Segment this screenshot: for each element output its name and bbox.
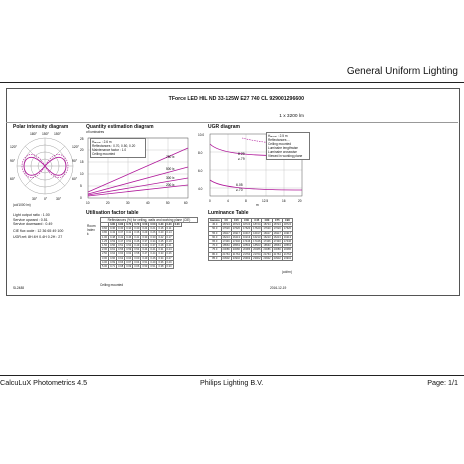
table-cell: 2.00 [102, 248, 108, 252]
x-tick: 12.5 [262, 199, 269, 203]
legend-line: Maintenance factor : 1.0 [92, 148, 127, 152]
table-cell: 45.0 [209, 223, 222, 227]
table-cell: 20086 [253, 248, 261, 252]
luminous-flux: 1 x 3200 lm [279, 114, 304, 119]
y-tick: 5 [80, 184, 82, 188]
table-cell: 0.14 [166, 231, 172, 235]
table-cell: 0.30 [134, 227, 140, 231]
table-cell: 18724 [222, 223, 230, 227]
table-cell: 17446 [222, 240, 230, 244]
table-cell: 16213 [273, 235, 281, 239]
summary-line: Light output ratio : 1.00 [13, 213, 50, 217]
table-cell: 55.0 [209, 231, 222, 235]
report-title: General Uniform Lighting [346, 66, 458, 77]
table-cell: 17446 [263, 240, 271, 244]
table-cell: 0.61 [110, 248, 116, 252]
table-cell: 0.41 [126, 231, 132, 235]
x-tick: 30 [126, 201, 130, 205]
table-cell: 0.70 [134, 223, 140, 226]
table-cell: 18563 [253, 244, 261, 248]
table-cell: 0.53 [142, 265, 148, 269]
ugr-legend [266, 132, 310, 160]
legend-line: Ceiling mounted [268, 142, 292, 146]
table-cell: 65.0 [209, 240, 222, 244]
table-row [209, 256, 293, 260]
table-cell: 18724 [253, 223, 261, 227]
table-cell: 1.25 [102, 239, 108, 243]
table-cell: 17446 [253, 240, 261, 244]
table-cell: C45 [252, 219, 262, 223]
table-cell: 0.24 [166, 248, 172, 252]
summary-line: CIE flux code : 12 36 65 49 100 [13, 228, 64, 233]
x-tick: 60 [184, 201, 188, 205]
table-cell: 18724 [242, 223, 251, 227]
table-cell: 16213 [222, 235, 230, 239]
legend-line: Hₘₒᵤₙₜ : 2.6 m [92, 140, 112, 144]
polar-angle-label: 60° [72, 177, 78, 181]
summary-line: Service upward : 0.51 [13, 217, 48, 222]
table-cell: 0.66 [118, 260, 124, 264]
table-cell: 21764 [283, 252, 292, 256]
uf-table [100, 222, 182, 269]
table-cell: 60.0 [209, 235, 222, 239]
table-cell: 18724 [263, 223, 271, 227]
table-cell: 0.51 [150, 265, 156, 269]
uf-row-group-labels [87, 224, 96, 236]
table-cell: 20086 [283, 248, 292, 252]
luminance-unit: (cd/m²) [282, 270, 293, 274]
table-cell: C15 [231, 219, 241, 223]
row-group-label: k [87, 232, 89, 236]
table-cell: 17620 [273, 227, 281, 231]
table-cell: 20086 [273, 248, 281, 252]
table-cell: 16917 [273, 231, 281, 235]
header-divider [0, 82, 464, 83]
table-cell: 0.51 [126, 239, 132, 243]
table-cell: C0 [221, 219, 231, 223]
legend-line: Luminaire crosswise [268, 150, 297, 154]
row-group-label: Index [87, 228, 95, 232]
table-cell: 17620 [232, 227, 240, 231]
table-cell: 0.37 [142, 239, 148, 243]
table-cell: 0.37 [118, 231, 124, 235]
table-cell: 0.30 [118, 227, 124, 231]
table-cell: 70.0 [209, 244, 222, 248]
polar-angle-label: 90° [72, 159, 78, 163]
ugr-value: ≥.79 [238, 157, 245, 161]
table-cell: 16213 [283, 235, 292, 239]
table-cell: 18724 [273, 223, 281, 227]
table-cell: 18724 [283, 223, 292, 227]
table-row [101, 265, 182, 269]
table-cell: 0.49 [134, 244, 140, 248]
table-cell: 0.53 [110, 239, 116, 243]
table-cell: 0.40 [142, 244, 148, 248]
table-cell: 23902 [222, 256, 230, 260]
polar-intensity-diagram [10, 130, 80, 202]
table-cell: 16917 [242, 231, 251, 235]
table-cell: 0.34 [158, 256, 164, 260]
table-cell: 0.38 [158, 265, 164, 269]
x-tick: 8 [245, 199, 247, 203]
x-tick: 20 [298, 199, 302, 203]
quantity-legend [90, 138, 146, 158]
table-cell: 0.30 [166, 223, 172, 226]
table-cell: 0.42 [118, 235, 124, 239]
polar-angle-label: 180° [30, 132, 38, 136]
table-cell: 85.0 [209, 256, 222, 260]
table-cell: 0.47 [142, 252, 148, 256]
table-cell: 16213 [253, 235, 261, 239]
x-tick: 16 [282, 199, 286, 203]
table-cell: 16917 [283, 231, 292, 235]
table-cell: C30 [241, 219, 251, 223]
table-cell: 21764 [222, 252, 230, 256]
company-name: Philips Lighting B.V. [200, 378, 264, 387]
table-cell: 21764 [273, 252, 281, 256]
curve-label: 500 lx [166, 167, 175, 171]
uf-table-title: Utilisation factor table [86, 210, 139, 216]
polar-angle-label: 30° [32, 197, 38, 201]
table-cell: 18563 [263, 244, 271, 248]
luminance-table [208, 218, 293, 261]
table-cell: 0.67 [126, 260, 132, 264]
table-cell: 0.59 [126, 248, 132, 252]
table-cell: 0.64 [110, 252, 116, 256]
sheet-code: SL2488 [13, 286, 24, 290]
table-cell: 0.60 [102, 227, 108, 231]
ugr-value: 8.29 [238, 152, 245, 156]
ugr-curve-crosswise [210, 180, 302, 190]
table-cell: 0.27 [166, 256, 172, 260]
table-cell: 20086 [263, 248, 271, 252]
table-cell: 0.66 [110, 256, 116, 260]
table-cell: 21764 [263, 252, 271, 256]
polar-angle-label: 60° [10, 177, 16, 181]
y-tick: 20 [80, 148, 84, 152]
table-cell: 3.00 [102, 256, 108, 260]
table-cell: 0.21 [150, 227, 156, 231]
table-cell: 20086 [222, 248, 230, 252]
table-cell: 0.62 [126, 252, 132, 256]
photometric-summary [13, 213, 73, 240]
table-cell: 1.00 [102, 235, 108, 239]
table-cell: 23902 [263, 256, 271, 260]
polar-diagram-title: Polar intensity diagram [13, 124, 69, 130]
table-cell: 0.26 [150, 231, 156, 235]
x-tick: 4 [227, 199, 229, 203]
table-cell: 0.25 [158, 239, 164, 243]
table-cell: 80.0 [209, 252, 222, 256]
table-cell: 0.31 [158, 248, 164, 252]
table-cell: 0.44 [142, 248, 148, 252]
table-cell: 0.19 [166, 239, 172, 243]
legend-line: Hₘₒᵤₙₜ : 2.5 m [268, 134, 288, 138]
table-cell: 0.56 [110, 244, 116, 248]
table-cell: 5.00 [102, 265, 108, 269]
table-cell: 0.69 [126, 265, 132, 269]
curve-label: 300 lx [166, 176, 175, 180]
luminance-table-title: Luminance Table [208, 210, 249, 216]
table-cell: 0.16 [158, 227, 164, 231]
table-cell: 0.33 [158, 252, 164, 256]
table-cell: 0.50 [142, 223, 148, 226]
table-cell: 23902 [253, 256, 261, 260]
table-cell: 0.36 [110, 227, 116, 231]
table-cell: 0.80 [118, 223, 124, 226]
y-tick: 25 [80, 137, 84, 141]
table-cell: 23902 [242, 256, 251, 260]
table-cell: 4.00 [102, 260, 108, 264]
table-cell: 0.33 [142, 235, 148, 239]
table-cell: 0.60 [134, 256, 140, 260]
table-cell: 0.20 [158, 231, 164, 235]
table-cell: 17446 [242, 240, 251, 244]
uf-table-header: Reflectances (%) for ceiling, walls and working plane (CIE) [100, 217, 198, 223]
polar-angle-label: 120° [10, 145, 18, 149]
table-cell: 0.46 [134, 239, 140, 243]
table-cell: 23902 [283, 256, 292, 260]
y-tick: 10.0 [198, 133, 205, 137]
table-cell: 18724 [232, 223, 240, 227]
table-cell: 16213 [232, 235, 240, 239]
legend-line: Reflectances ... [268, 138, 290, 142]
sheet-date: 2016-12-19 [270, 286, 287, 290]
table-cell: 2.50 [102, 252, 108, 256]
x-tick: 20 [106, 201, 110, 205]
table-cell: 17620 [283, 227, 292, 231]
row-group-label: Room [87, 224, 96, 228]
polar-angle-label: 0° [44, 197, 48, 201]
table-cell: 0.34 [150, 239, 156, 243]
table-cell: 0.37 [150, 244, 156, 248]
polar-angle-label: 150° [54, 132, 62, 136]
table-cell: 0.21 [166, 244, 172, 248]
y-tick: 8.0 [198, 151, 203, 155]
x-tick: 40 [146, 201, 150, 205]
polar-unit: (cd/1000 lm) [13, 203, 31, 207]
table-cell: 0.36 [158, 260, 164, 264]
y-tick: 10 [80, 172, 84, 176]
table-cell: 16917 [263, 231, 271, 235]
table-cell: 0.41 [150, 248, 156, 252]
legend-line: Reflectances : 0.70, 0.50, 0.20 [92, 144, 136, 148]
legend-line: Ceiling mounted [92, 152, 116, 156]
table-cell: 0.64 [134, 260, 140, 264]
table-cell: 0.24 [142, 227, 148, 231]
table-cell: 17446 [232, 240, 240, 244]
table-cell: 0.44 [150, 252, 156, 256]
table-cell: 75.0 [209, 248, 222, 252]
table-cell: 0.54 [126, 244, 132, 248]
x-tick: 0 [209, 199, 211, 203]
table-cell: Gamma [210, 219, 220, 222]
table-cell: 0.51 [118, 244, 124, 248]
table-cell: 0.30 [158, 223, 164, 226]
table-cell: 0.29 [166, 260, 172, 264]
table-cell: 0.29 [142, 231, 148, 235]
table-cell: 17446 [273, 240, 281, 244]
table-cell: 1.50 [102, 244, 108, 248]
table-cell: 0.28 [158, 244, 164, 248]
sheet-divider [6, 122, 458, 123]
table-cell: 0.46 [150, 256, 156, 260]
table-cell: 17620 [263, 227, 271, 231]
table-cell: 0.22 [158, 235, 164, 239]
table-cell: 16917 [232, 231, 240, 235]
ugr-value: 6.05 [236, 183, 243, 187]
y-tick: 4.0 [198, 187, 203, 191]
table-cell: 0.49 [142, 256, 148, 260]
table-cell: 0.34 [126, 227, 132, 231]
curve-label: 750 lx [166, 155, 175, 159]
quantity-diagram-subtitle: of luminaires [86, 130, 105, 134]
quantity-diagram-title: Quantity estimation diagram [86, 124, 154, 130]
ugr-value: ≥.70 [236, 188, 243, 192]
table-cell: 18563 [222, 244, 230, 248]
ugr-diagram-title: UGR diagram [208, 124, 240, 130]
table-cell: 0.69 [110, 260, 116, 264]
table-cell: 0.00 [174, 223, 180, 226]
table-cell: 0.62 [118, 256, 124, 260]
footer-divider [0, 375, 464, 376]
luminaire-name: TForce LED HIL ND 33-125W E27 740 CL 929001296600 [168, 96, 304, 102]
table-cell: 0.36 [134, 231, 140, 235]
table-cell: 50.0 [209, 227, 222, 231]
table-cell: 0.58 [134, 252, 140, 256]
table-cell: 18563 [273, 244, 281, 248]
table-cell: 0.50 [150, 223, 156, 226]
legend-line: Viewed in working plane [268, 154, 303, 158]
ugr-xlabel: m [256, 203, 259, 206]
polar-angle-label: 150° [42, 132, 50, 136]
table-cell: 17620 [253, 227, 261, 231]
table-cell: 0.30 [150, 235, 156, 239]
table-cell: 0.66 [134, 265, 140, 269]
table-cell: 21764 [232, 252, 240, 256]
table-cell: 0.71 [110, 265, 116, 269]
table-cell: 0.54 [134, 248, 140, 252]
table-cell: 18563 [232, 244, 240, 248]
table-cell: 17620 [222, 227, 230, 231]
summary-line: UGR₍ref₎ 8H 4H 0.4H 0.2H : 27 [13, 235, 63, 240]
table-cell: 0.80 [110, 223, 116, 226]
table-cell: 0.41 [134, 235, 140, 239]
table-cell: 20086 [242, 248, 251, 252]
table-cell: 18563 [242, 244, 251, 248]
table-cell: 0.17 [166, 235, 172, 239]
table-cell: 18563 [283, 244, 292, 248]
table-cell: 0.46 [126, 235, 132, 239]
table-cell: 0.30 [166, 265, 172, 269]
table-cell: 0.11 [166, 227, 172, 231]
table-cell: 16213 [263, 235, 271, 239]
x-tick: 50 [166, 201, 170, 205]
table-cell: 23902 [232, 256, 240, 260]
table-cell: 0.56 [118, 248, 124, 252]
polar-angle-label: 120° [72, 145, 80, 149]
table-cell: 0.49 [150, 260, 156, 264]
table-cell: 0.64 [126, 256, 132, 260]
table-cell: 0.47 [118, 239, 124, 243]
table-cell: 0.80 [102, 231, 108, 235]
polar-angle-label: 90° [10, 159, 16, 163]
summary-line: Service downward : 0.49 [13, 222, 53, 227]
page-number: Page: 1/1 [427, 378, 458, 387]
table-cell: 0.70 [126, 223, 132, 226]
table-cell: 17620 [242, 227, 251, 231]
table-cell: 0.51 [142, 260, 148, 264]
table-cell: 0.68 [118, 265, 124, 269]
table-cell: 0.60 [118, 252, 124, 256]
y-tick: 6.0 [198, 169, 203, 173]
table-cell: C90 [282, 219, 292, 223]
table-cell: 0.26 [166, 252, 172, 256]
table-cell: 21764 [253, 252, 261, 256]
y-tick: 15 [80, 160, 84, 164]
curve-label: 200 lx [166, 183, 175, 187]
table-cell: 23902 [273, 256, 281, 260]
table-cell: 17446 [283, 240, 292, 244]
table-cell: 0.43 [110, 231, 116, 235]
table-cell: 20086 [232, 248, 240, 252]
y-tick: 0 [80, 196, 82, 200]
table-cell: 21764 [242, 252, 251, 256]
table-cell: C60 [262, 219, 272, 223]
uf-table-note: Ceiling mounted [100, 283, 124, 287]
table-cell: 16917 [253, 231, 261, 235]
polar-angle-label: 30° [56, 197, 62, 201]
legend-line: Luminaire lengthwise [268, 146, 298, 150]
table-cell: 16213 [242, 235, 251, 239]
table-cell: C75 [272, 219, 282, 223]
software-name: CalcuLuX Photometrics 4.5 [0, 378, 88, 387]
table-cell: 16917 [222, 231, 230, 235]
table-cell: 0.48 [110, 235, 116, 239]
x-tick: 10 [86, 201, 90, 205]
